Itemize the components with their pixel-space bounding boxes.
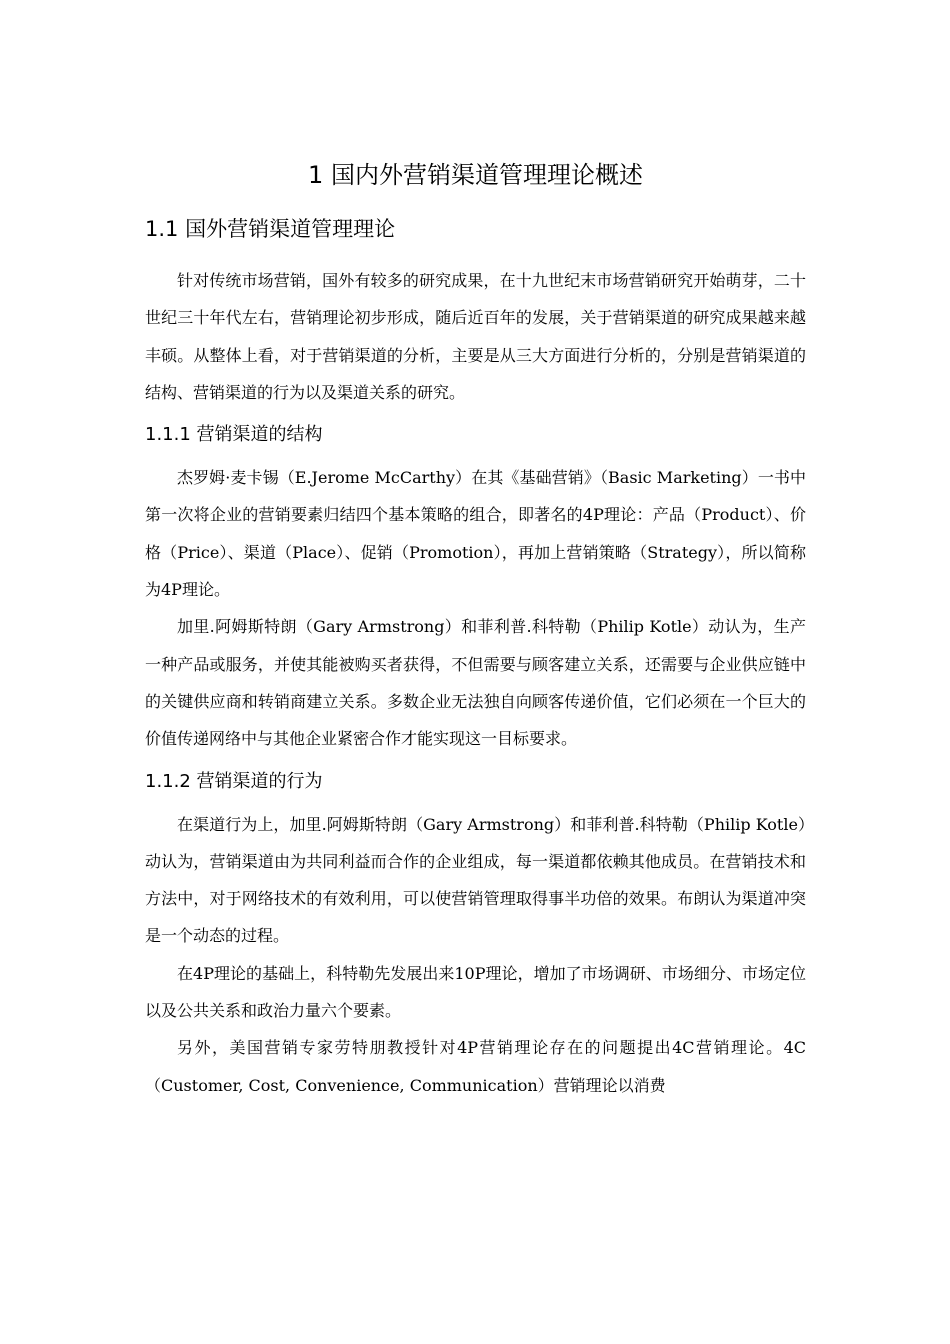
chapter-title: 1 国内外营销渠道管理理论概述 — [308, 161, 643, 189]
section-heading-1-1: 1.1 国外营销渠道管理理论 — [145, 217, 396, 241]
section-1-1-2-paragraph-1: 在渠道行为上，加里.阿姆斯特朗（Gary Armstrong）和菲利普.科特勒（Philip Kotle）动认为，营销渠道由为共同利益而合作的企业组成，每一渠道都依赖其他成员。在营销技术和方法中，对于网络技术的有效利用，可以使营销管理取得事半功倍的效果。布朗认为渠道冲突是一个动态的过程。 — [145, 814, 806, 946]
section-heading-1-1-1: 1.1.1 营销渠道的结构 — [145, 424, 323, 446]
section-1-1-2-paragraph-2: 在4P理论的基础上，科特勒先发展出来10P理论，增加了市场调研、市场细分、市场定位以及公共关系和政治力量六个要素。 — [145, 963, 806, 1021]
section-1-1-2-paragraph-3: 另外，美国营销专家劳特朋教授针对4P营销理论存在的问题提出4C营销理论。4C（Customer, Cost, Convenience, Communication）营销理论以消费 — [145, 1038, 806, 1095]
section-1-1-1-paragraph-2: 加里.阿姆斯特朗（Gary Armstrong）和菲利普.科特勒（Philip Kotle）动认为，生产一种产品或服务，并使其能被购买者获得，不但需要与顾客建立关系，还需要与企业供应链中的关键供应商和转销商建立关系。多数企业无法独自向顾客传递价值，它们必须在一个巨大的价值传递网络中与其他企业紧密合作才能实现这一目标要求。 — [145, 617, 806, 749]
section-1-1-intro-paragraph: 针对传统市场营销，国外有较多的研究成果，在十九世纪末市场营销研究开始萌芽，二十世纪三十年代左右，营销理论初步形成，随后近百年的发展，关于营销渠道的研究成果越来越丰硕。从整体上看，对于营销渠道的分析，主要是从三大方面进行分析的，分别是营销渠道的结构、营销渠道的行为以及渠道关系的研究。 — [145, 271, 806, 402]
section-1-1-1-paragraph-1: 杰罗姆·麦卡锡（E.Jerome McCarthy）在其《基础营销》（Basic Marketing）一书中第一次将企业的营销要素归结四个基本策略的组合，即著名的4P理论：产品（Product）、价格（Price）、渠道（Place）、促销（Promotion），再加上营销策略（Strategy），所以简称为4P理论。 — [145, 468, 806, 600]
section-heading-1-1-2: 1.1.2 营销渠道的行为 — [145, 770, 323, 792]
